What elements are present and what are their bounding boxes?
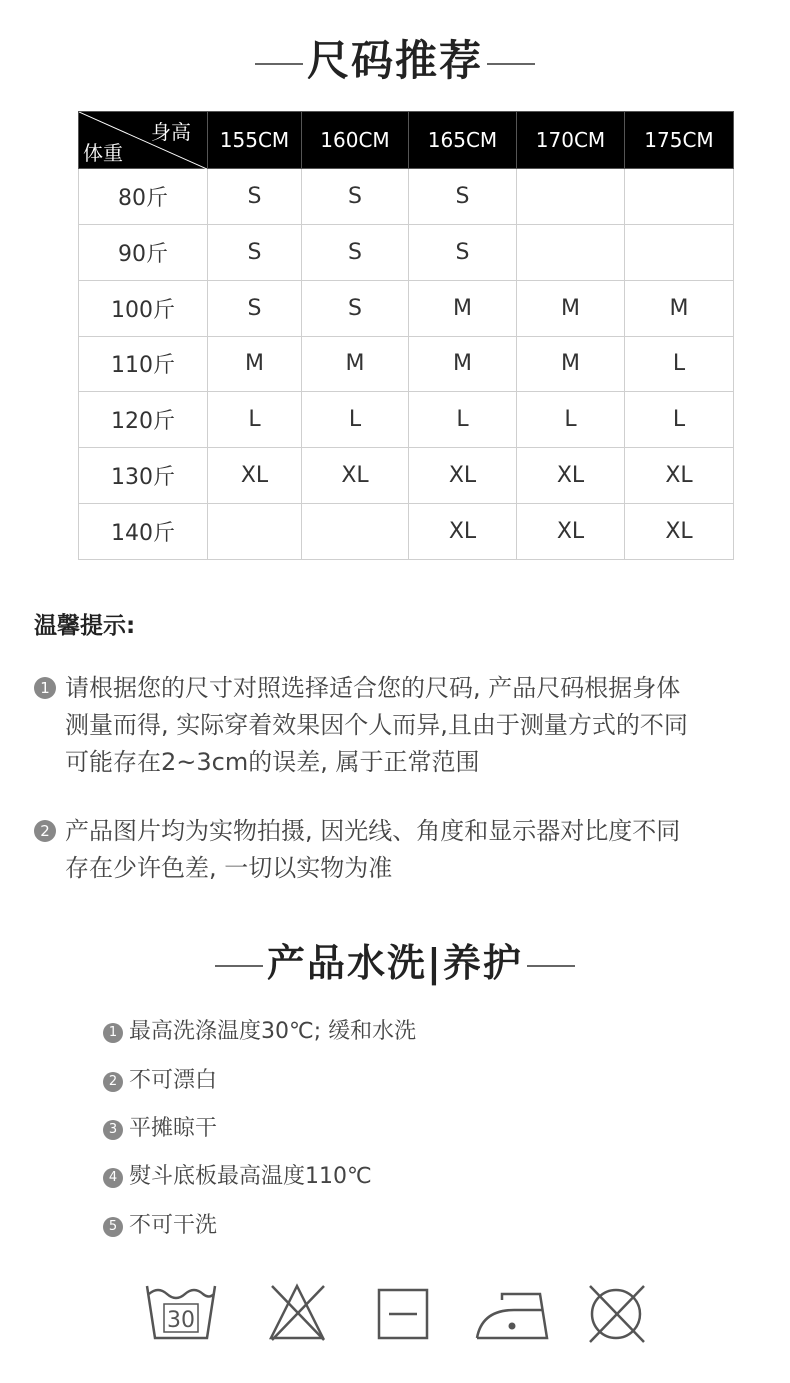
care-item (103, 1066, 217, 1096)
size-cell: XL (409, 448, 517, 504)
iron-low-icon (474, 1280, 552, 1344)
size-cell: S (302, 169, 409, 225)
tip-item (34, 670, 754, 781)
care-number-badge: 4 (103, 1168, 123, 1188)
table-row (79, 336, 734, 392)
care-item (103, 1211, 217, 1241)
size-cell: S (208, 280, 302, 336)
tip-number-badge: 1 (34, 677, 56, 699)
title-dash-left (255, 63, 303, 65)
height-header: 155CM (208, 112, 302, 169)
size-cell: M (517, 280, 625, 336)
care-item-text: 不可干洗 (129, 1213, 218, 1238)
care-title-text: 产品水洗|养护 (267, 941, 523, 985)
size-cell (625, 169, 734, 225)
corner-height-label: 身高 (151, 120, 191, 144)
size-cell: M (409, 336, 517, 392)
size-cell: M (517, 336, 625, 392)
care-item (103, 1017, 416, 1047)
weight-cell: 100斤 (79, 280, 208, 336)
tip-line: 存在少许色差, 一切以实物为准 (65, 854, 393, 882)
size-cell: M (625, 280, 734, 336)
svg-text:30: 30 (167, 1308, 195, 1333)
size-cell: XL (302, 448, 409, 504)
tip-line: 产品图片均为实物拍摄, 因光线、角度和显示器对比度不同 (65, 817, 681, 845)
size-cell: M (409, 280, 517, 336)
weight-cell: 110斤 (79, 336, 208, 392)
tip-number-badge: 2 (34, 820, 56, 842)
size-chart-title-text: 尺码推荐 (306, 36, 483, 85)
no-bleach-icon (266, 1280, 328, 1344)
size-cell: M (302, 336, 409, 392)
size-table (78, 111, 734, 560)
title-dash-left (215, 965, 263, 967)
title-dash-right (527, 965, 575, 967)
care-number-badge: 2 (103, 1072, 123, 1092)
height-header: 170CM (517, 112, 625, 169)
size-cell (517, 224, 625, 280)
size-cell (302, 504, 409, 560)
weight-cell: 140斤 (79, 504, 208, 560)
size-cell: S (409, 224, 517, 280)
size-cell: S (208, 224, 302, 280)
size-cell (208, 504, 302, 560)
size-cell: S (302, 280, 409, 336)
size-cell: S (208, 169, 302, 225)
weight-cell: 80斤 (79, 169, 208, 225)
size-cell: L (517, 392, 625, 448)
care-title (0, 932, 790, 987)
corner-header-cell (79, 112, 208, 169)
care-item-text: 不可漂白 (129, 1068, 218, 1093)
size-cell: XL (625, 504, 734, 560)
care-icons-row (0, 1280, 790, 1350)
size-cell: L (409, 392, 517, 448)
tips-heading: 温馨提示: (34, 613, 136, 639)
weight-cell: 120斤 (79, 392, 208, 448)
size-cell: XL (517, 448, 625, 504)
table-row (79, 280, 734, 336)
size-cell: XL (517, 504, 625, 560)
tip-line: 测量而得, 实际穿着效果因个人而异,且由于测量方式的不同 (65, 711, 688, 739)
size-cell (517, 169, 625, 225)
table-row (79, 224, 734, 280)
size-cell: M (208, 336, 302, 392)
care-item-text: 平摊晾干 (129, 1116, 218, 1141)
table-row (79, 392, 734, 448)
care-item-text: 最高洗涤温度30℃; 缓和水洗 (129, 1019, 417, 1044)
care-item (103, 1114, 217, 1144)
size-cell: L (302, 392, 409, 448)
size-cell: XL (409, 504, 517, 560)
care-number-badge: 5 (103, 1217, 123, 1237)
care-number-badge: 3 (103, 1120, 123, 1140)
height-header: 160CM (302, 112, 409, 169)
no-dry-clean-icon (584, 1280, 648, 1344)
table-row (79, 448, 734, 504)
table-row (79, 169, 734, 225)
table-row (79, 504, 734, 560)
corner-weight-label: 体重 (83, 141, 123, 165)
size-cell: L (208, 392, 302, 448)
weight-cell: 90斤 (79, 224, 208, 280)
dry-flat-icon (376, 1280, 430, 1344)
size-cell: XL (625, 448, 734, 504)
care-number-badge: 1 (103, 1023, 123, 1043)
care-item-text: 熨斗底板最高温度110℃ (129, 1164, 372, 1189)
care-item (103, 1162, 372, 1192)
height-header: 175CM (625, 112, 734, 169)
size-cell: L (625, 336, 734, 392)
size-cell: L (625, 392, 734, 448)
size-cell: XL (208, 448, 302, 504)
size-cell: S (409, 169, 517, 225)
weight-cell: 130斤 (79, 448, 208, 504)
title-dash-right (487, 63, 535, 65)
size-chart-title (0, 28, 790, 88)
wash-30-icon (144, 1280, 218, 1344)
height-header: 165CM (409, 112, 517, 169)
tip-line: 请根据您的尺寸对照选择适合您的尺码, 产品尺码根据身体 (65, 674, 681, 702)
tip-item (34, 813, 754, 887)
size-cell: S (302, 224, 409, 280)
size-cell (625, 224, 734, 280)
tip-line: 可能存在2~3cm的误差, 属于正常范围 (65, 748, 480, 776)
